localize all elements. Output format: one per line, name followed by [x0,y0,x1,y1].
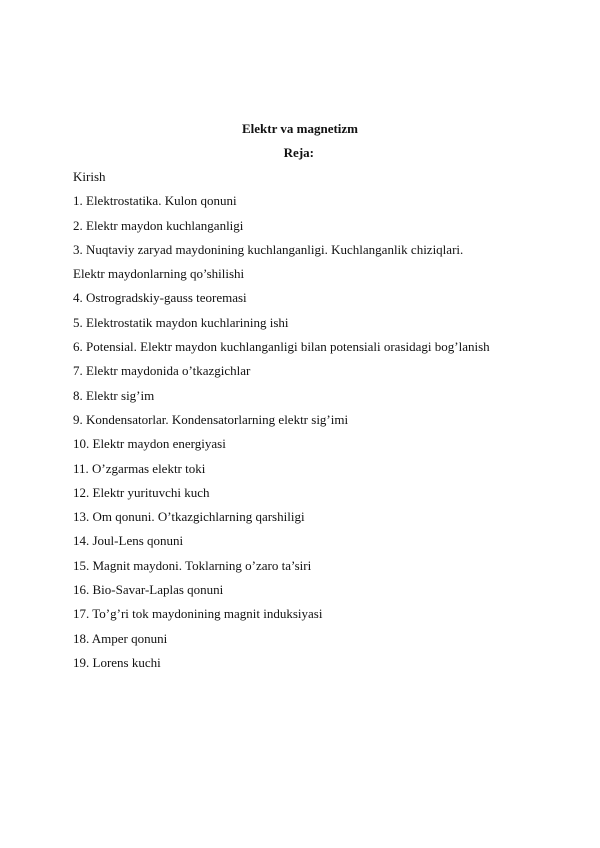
outline-list [73,169,583,679]
outline-line: 5. Elektrostatik maydon kuchlarining ishi [73,314,289,330]
outline-line: 10. Elektr maydon energiyasi [73,436,226,452]
outline-line: 16. Bio-Savar-Laplas qonuni [73,582,224,598]
outline-line: Elektr maydonlarning qo’shilishi [73,266,245,282]
outline-line: 17. To’g’ri tok maydonining magnit induksiyasi [73,606,323,622]
outline-line: 2. Elektr maydon kuchlanganligi [73,217,244,233]
outline-line: 1. Elektrostatika. Kulon qonuni [73,193,237,209]
outline-line: 3. Nuqtaviy zaryad maydonining kuchlanganligi. Kuchlanganlik chiziqlari. [73,241,464,257]
outline-line: Kirish [73,169,106,184]
outline-line: 8. Elektr sig’im [73,387,155,403]
outline-line: 15. Magnit maydoni. Toklarning o’zaro ta’siri [73,557,312,573]
outline-line: 9. Kondensatorlar. Kondensatorlarning elektr sig’imi [73,411,349,427]
document-subtitle: Reja: [283,145,314,160]
outline-line: 13. Om qonuni. O’tkazgichlarning qarshiligi [73,509,305,525]
outline-line: 14. Joul-Lens qonuni [73,533,184,549]
outline-line: 11. O’zgarmas elektr toki [73,460,206,476]
outline-line: 18. Amper qonuni [73,630,168,646]
outline-line: 12. Elektr yurituvchi kuch [73,484,210,500]
outline-line: 19. Lorens kuchi [73,654,161,670]
document-title: Elektr va magnetizm [241,121,359,136]
outline-line: 4. Ostrogradskiy-gauss teoremasi [73,290,247,306]
outline-line: 6. Potensial. Elektr maydon kuchlanganligi bilan potensiali orasidagi bog’lanish [73,339,490,355]
outline-line: 7. Elektr maydonida o’tkazgichlar [73,363,251,379]
